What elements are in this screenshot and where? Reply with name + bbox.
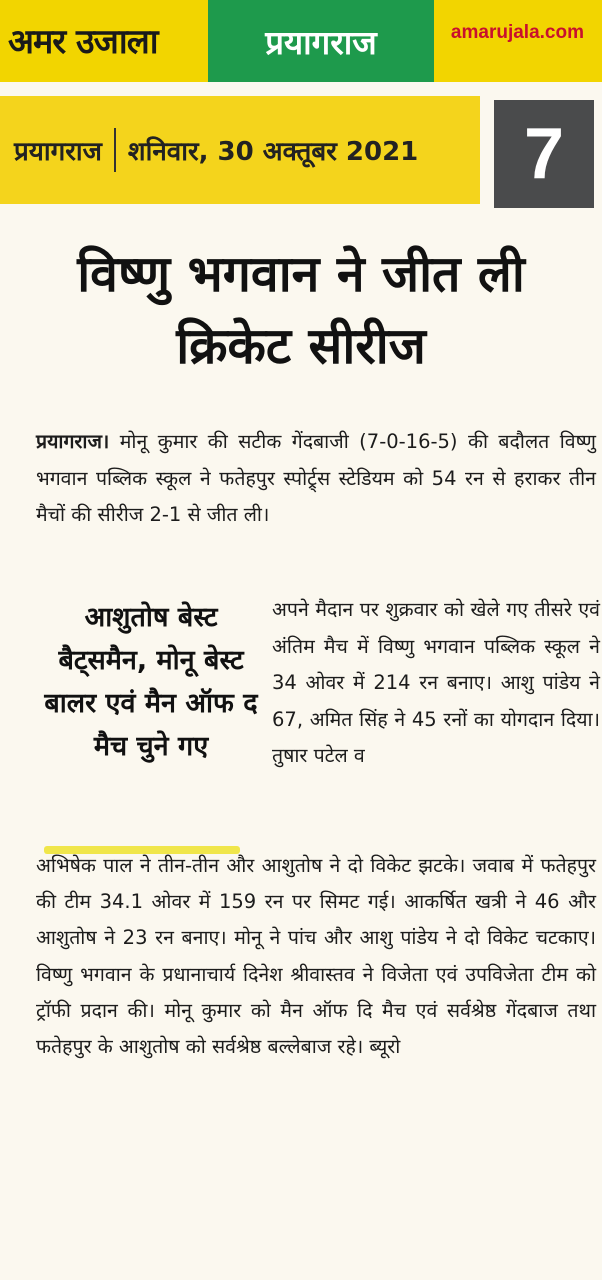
article-column-text: अपने मैदान पर शुक्रवार को खेले गए तीसरे एवं अंतिम मैच में विष्णु भगवान पब्लिक स्कूल ने 34 ओवर में 214 रन बनाए। आशु पांडेय ने 67, अमित सिंह ने 45 रनों का योगदान दिया। तुषार पटेल व — [272, 598, 600, 767]
page-number: 7 — [523, 114, 565, 194]
dateline-date: शनिवार, 30 अक्तूबर 2021 — [127, 137, 419, 167]
intro-text: मोनू कुमार की सटीक गेंदबाजी (7-0-16-5) की बदौलत विष्णु भगवान पब्लिक स्कूल ने फतेहपुर स्पोर्ट्र्स स्टेडियम को 54 रन से हराकर तीन मैचों की सीरीज 2-1 से जीत ली। — [36, 430, 596, 526]
edition-city: प्रयागराज — [265, 22, 377, 62]
dateline — [0, 96, 480, 204]
dateline-place: प्रयागराज — [14, 137, 102, 167]
article-body-text: अभिषेक पाल ने तीन-तीन और आशुतोष ने दो विकेट झटके। जवाब में फतेहपुर की टीम 34.1 ओवर में 159 रन पर सिमट गई। आकर्षित खत्री ने 46 और आशुतोष ने 23 रन बनाए। मोनू ने पांच और आशु पांडेय ने दो विकेट चटकाए। विष्णु भगवान के प्रधानाचार्य दिनेश श्रीवास्तव ने विजेता एवं उपविजेता टीम को ट्रॉफी प्रदान की। मोनू कुमार को मैन ऑफ दि मैच एवं सर्वश्रेष्ठ गेंदबाज तथा फतेहपुर के आशुतोष को सर्वश्रेष्ठ बल्लेबाज रहे। ब्यूरो — [36, 854, 596, 1059]
website-label: amarujala.com — [450, 22, 584, 43]
article-subheading: आशुतोष बेस्ट बैट्समैन, मोनू बेस्ट बालर एवं मैन ऑफ द मैच चुने गए — [44, 602, 258, 762]
page-number-box — [494, 100, 594, 208]
masthead — [0, 0, 602, 82]
article-headline: विष्णु भगवान ने जीत ली क्रिकेट सीरीज — [77, 245, 525, 375]
masthead-gap — [0, 82, 602, 96]
article-intro — [36, 424, 596, 534]
intro-dateline: प्रयागराज। — [36, 430, 110, 453]
newspaper-logo: अमर उजाला — [8, 22, 158, 62]
dateline-divider — [114, 128, 116, 172]
edition-banner — [208, 0, 434, 82]
